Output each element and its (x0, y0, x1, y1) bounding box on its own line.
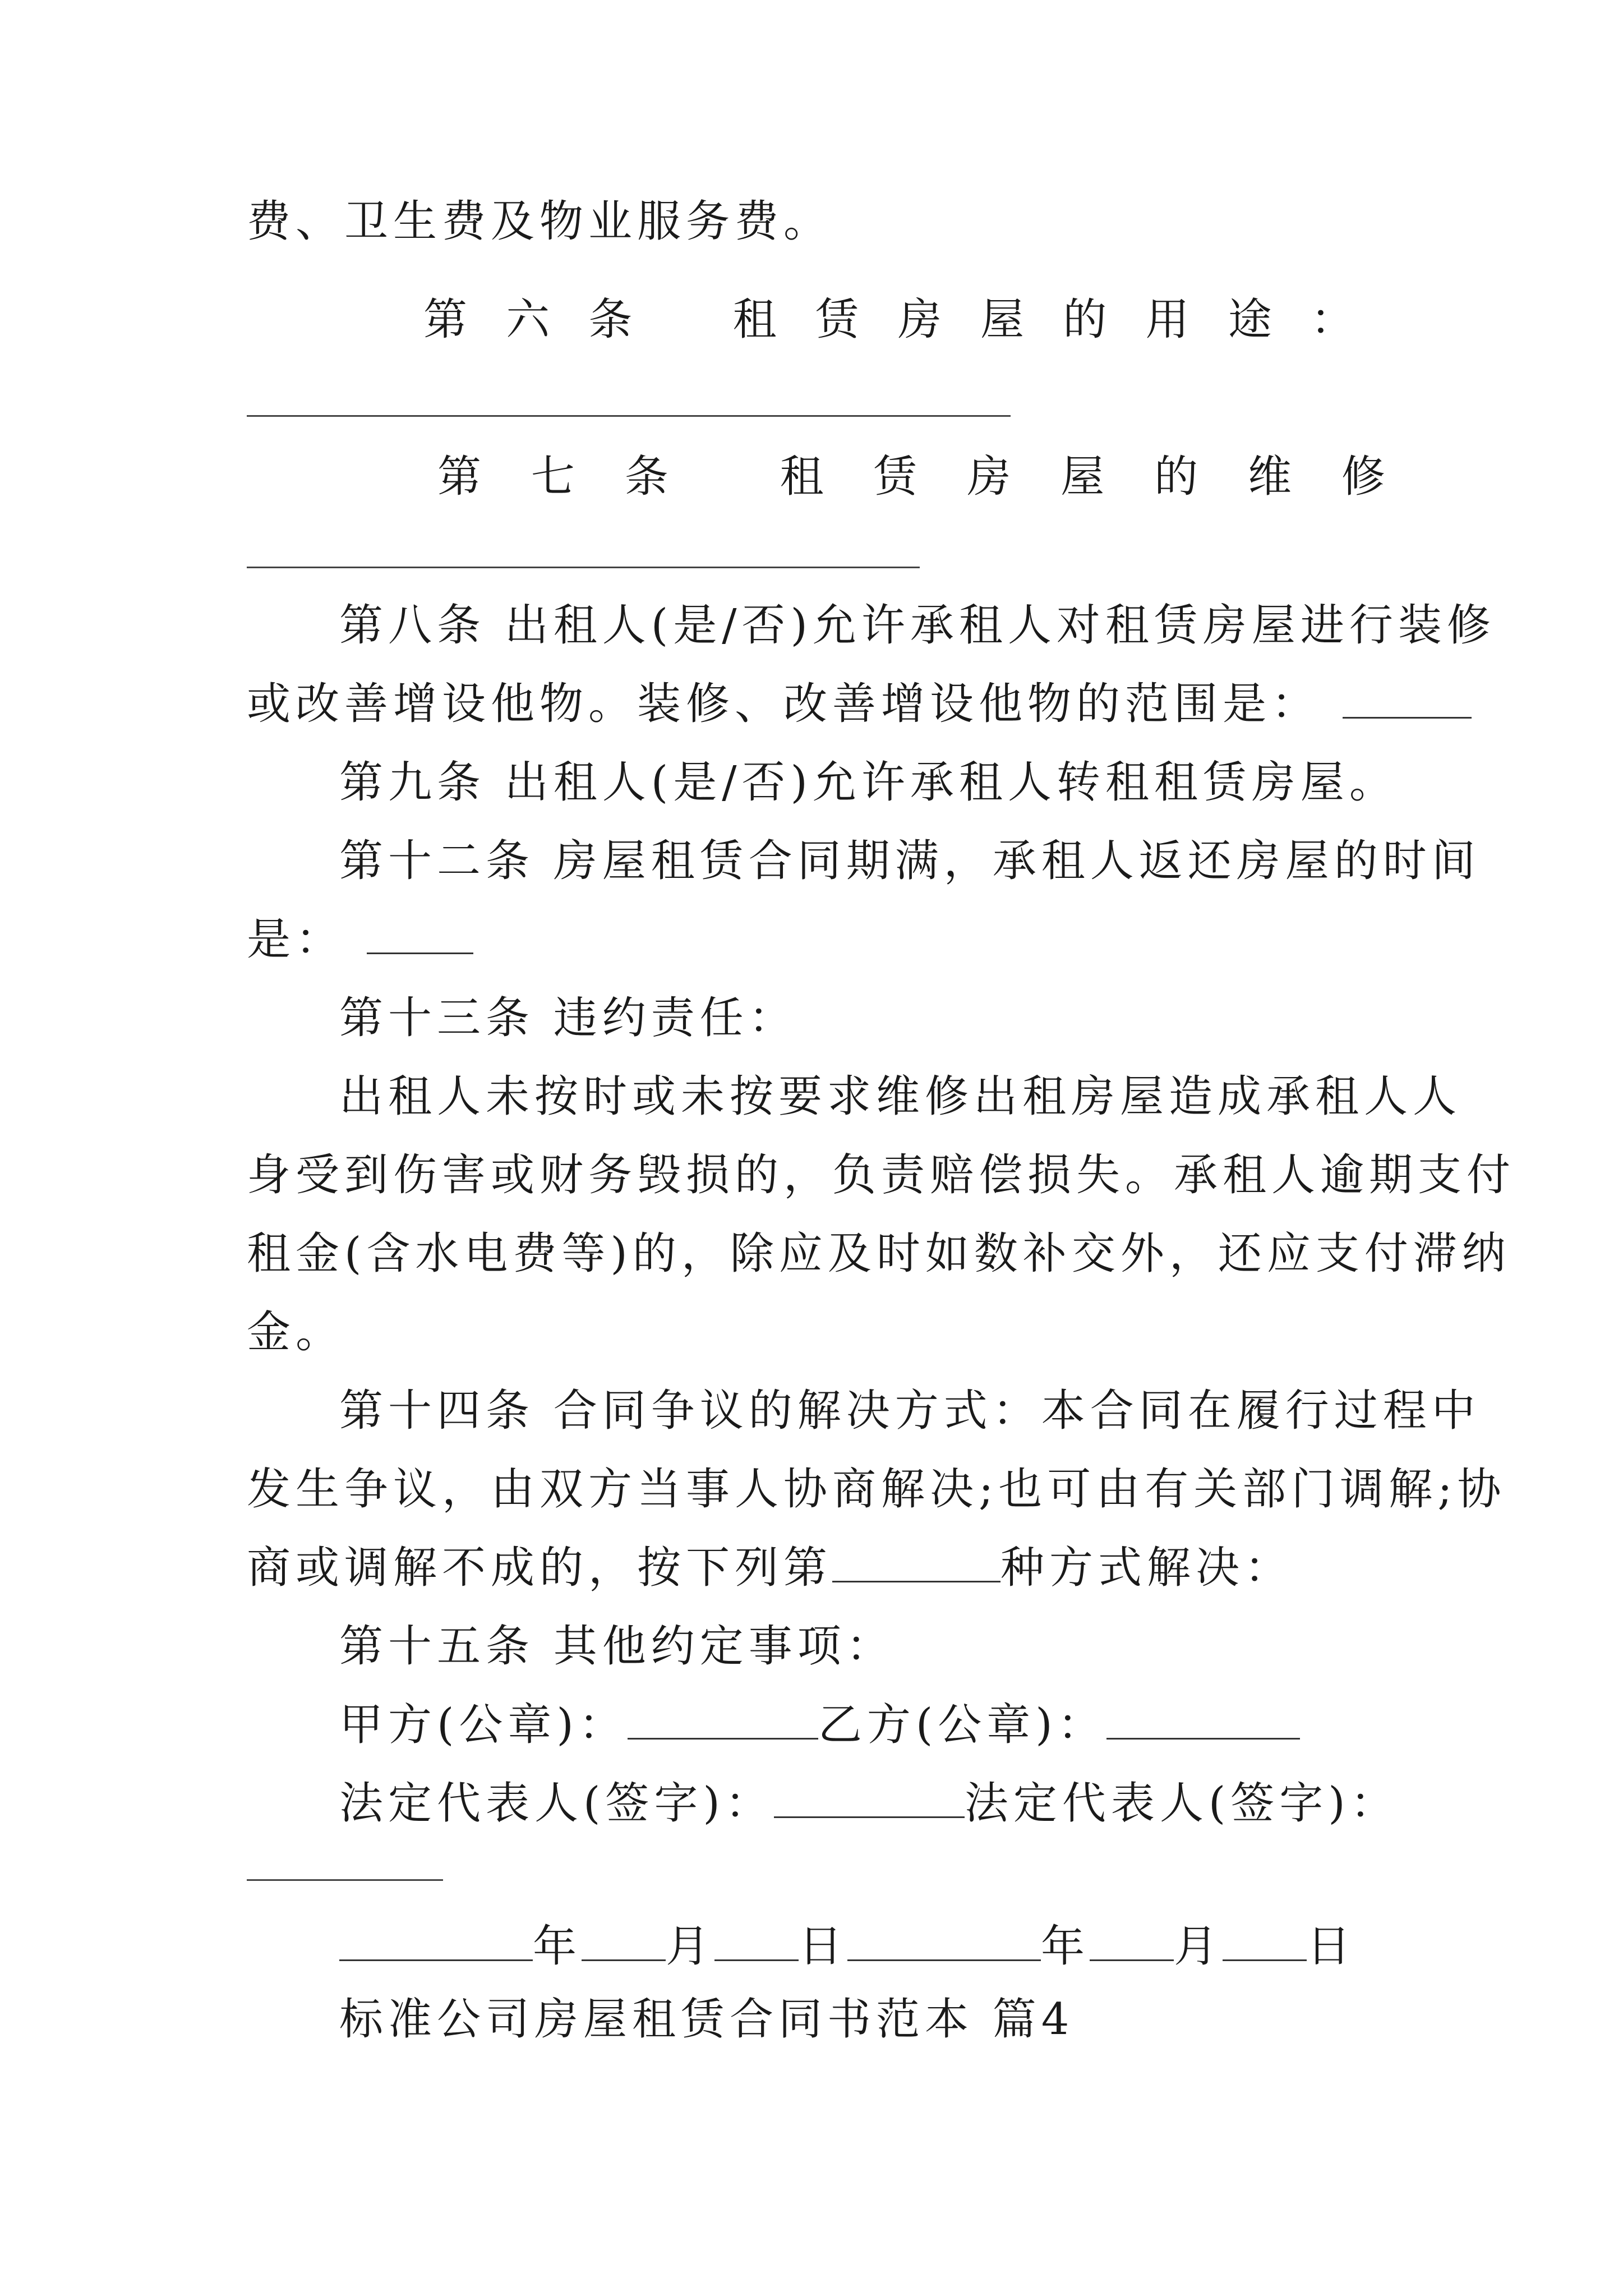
char: 赁 (815, 295, 864, 345)
char: 修 (1341, 452, 1390, 502)
char: 屋 (1061, 452, 1110, 502)
char: 租 (780, 452, 829, 502)
char: 房 (967, 452, 1016, 502)
article-7-heading (0, 449, 1623, 505)
text-line (247, 676, 1472, 732)
text-line: 租金(含水电费等)的，除应及时如数补交外，还应支付滞纳 (247, 1228, 1511, 1279)
month-label: 月 (666, 1921, 715, 1972)
blank-field (714, 1919, 799, 1961)
blank-field (367, 912, 473, 954)
char: 六 (506, 295, 555, 345)
year-label: 年 (533, 1921, 582, 1972)
text-line: 发生争议，由双方当事人协商解决;也可由有关部门调解;协 (247, 1464, 1506, 1515)
text-line: 第十四条 合同争议的解决方式：本合同在履行过程中 (339, 1386, 1481, 1436)
char: 用 (1145, 295, 1195, 345)
text-line: 出租人未按时或未按要求维修出租房屋造成承租人人 (339, 1071, 1462, 1122)
fill-line (247, 1879, 443, 1881)
text-line: 第十二条 房屋租赁合同期满，承租人返还房屋的时间 (339, 836, 1481, 886)
char: 维 (1248, 452, 1297, 502)
blank-field (582, 1919, 666, 1961)
blank-field (832, 1540, 1000, 1582)
text-line: 第九条 出租人(是/否)允许承租人转租租赁房屋。 (339, 757, 1398, 808)
char: ： (1310, 295, 1359, 345)
fill-line (247, 567, 920, 568)
text-line: 第十五条 其他约定事项： (339, 1621, 895, 1672)
blank-field (1343, 677, 1472, 719)
char: 七 (531, 452, 580, 502)
day-label: 日 (799, 1921, 848, 1972)
article-6-heading (0, 292, 1623, 348)
text-line: 身受到伤害或财务毁损的，负责赔偿损失。承租人逾期支付 (247, 1150, 1516, 1200)
text: 种方式解决： (1000, 1543, 1294, 1593)
char: 的 (1063, 295, 1112, 345)
char: 条 (588, 295, 638, 345)
text: 或改善增设他物。装修、改善增设他物的范围是： (247, 679, 1321, 729)
text-line: 金。 (247, 1307, 345, 1358)
text-line: 第十三条 违约责任： (339, 993, 797, 1043)
signature-row-representative (339, 1775, 1399, 1832)
char: 条 (624, 452, 674, 502)
char: 途 (1228, 295, 1277, 345)
char: 租 (732, 295, 782, 345)
rep-b-label: 法定代表人(签字)： (964, 1778, 1399, 1829)
day-label: 日 (1307, 1921, 1356, 1972)
blank-field (1090, 1919, 1174, 1961)
signature-row-seal (339, 1697, 1300, 1753)
char: 房 (897, 295, 947, 345)
char: 第 (423, 295, 473, 345)
text-line (247, 1540, 1293, 1596)
char: 第 (437, 452, 487, 502)
party-b-label: 乙方(公章)： (818, 1700, 1106, 1750)
rep-a-label: 法定代表人(签字)： (339, 1778, 774, 1829)
text: 是： (247, 914, 345, 965)
char: 屋 (980, 295, 1030, 345)
blank-field (339, 1919, 533, 1961)
party-a-label: 甲方(公章)： (339, 1700, 628, 1750)
text-line: 第八条 出租人(是/否)允许承租人对租赁房屋进行装修 (339, 600, 1496, 651)
month-label: 月 (1174, 1921, 1223, 1972)
blank-field (1106, 1697, 1300, 1740)
date-row (339, 1918, 1355, 1975)
blank-field (628, 1697, 818, 1740)
char: 赁 (873, 452, 923, 502)
text-line: 费、卫生费及物业服务费。 (247, 196, 833, 247)
text: 商或调解不成的，按下列第 (247, 1543, 833, 1593)
text-line (247, 912, 473, 968)
year-label: 年 (1041, 1921, 1090, 1972)
char: 的 (1154, 452, 1204, 502)
blank-field (1223, 1919, 1307, 1961)
blank-field (774, 1776, 965, 1818)
section-footer-title: 标准公司房屋租赁合同书范本 篇4 (339, 1994, 1075, 2045)
blank-field (847, 1919, 1041, 1961)
fill-line (247, 415, 1011, 417)
